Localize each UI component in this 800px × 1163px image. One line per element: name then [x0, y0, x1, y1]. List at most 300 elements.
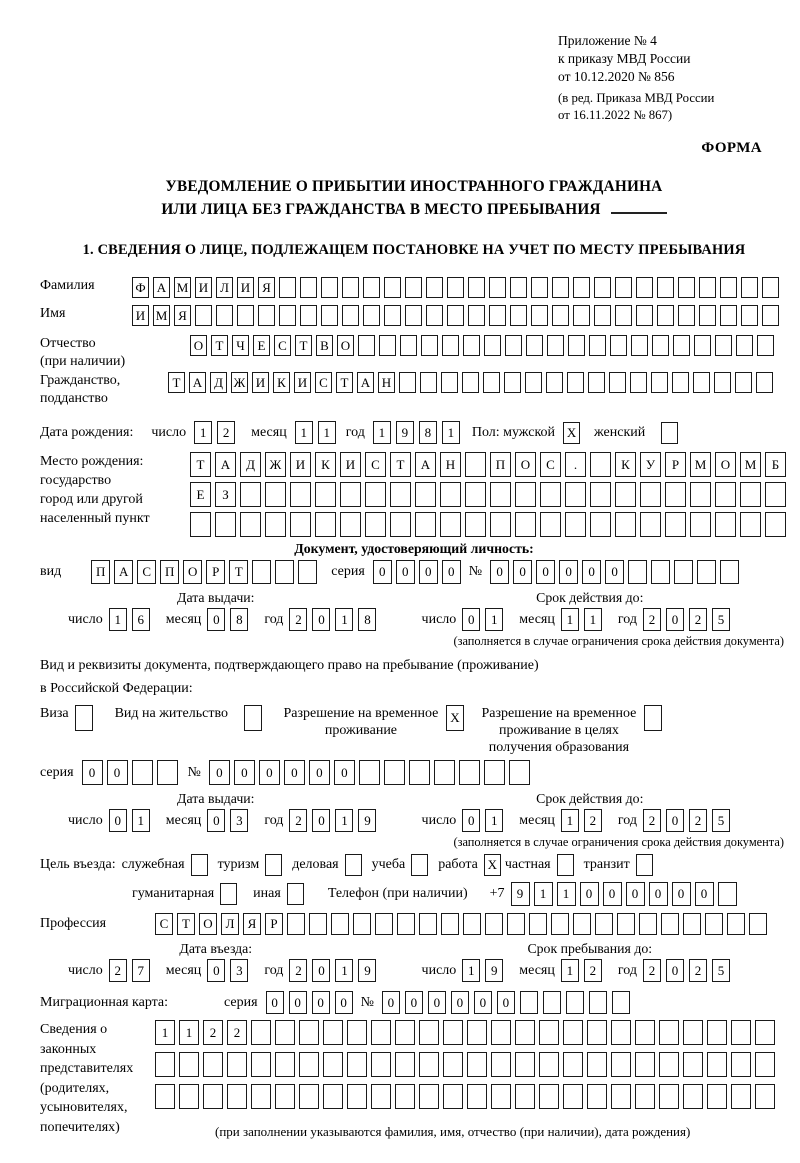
birthplace-row3-cell[interactable]: [265, 512, 286, 537]
stay-expiry-month-cell[interactable]: 1: [561, 809, 579, 832]
birthplace-row3-cell[interactable]: [440, 512, 461, 537]
purpose-ucheba-checkbox-cell[interactable]: [411, 854, 428, 876]
birthplace-row2-cell[interactable]: [490, 482, 511, 507]
representatives-row3-cell[interactable]: [755, 1084, 775, 1109]
firstname-field-cell[interactable]: [531, 305, 548, 326]
id-expiry-year-cell[interactable]: 0: [666, 608, 684, 631]
representatives-row3-cell[interactable]: [251, 1084, 271, 1109]
representatives-row2-cell[interactable]: [323, 1052, 343, 1077]
representatives-row1-cell[interactable]: [659, 1020, 679, 1045]
birthplace-row2-cell[interactable]: [565, 482, 586, 507]
birthplace-row1-cell[interactable]: С: [540, 452, 561, 477]
birthplace-row3-cell[interactable]: [590, 512, 611, 537]
representatives-row3-cell[interactable]: [275, 1084, 295, 1109]
phone-field-cell[interactable]: [718, 882, 737, 906]
birthplace-row1-cell[interactable]: [465, 452, 486, 477]
patronymic-field-cell[interactable]: [652, 335, 669, 356]
profession-field-cell[interactable]: [661, 913, 679, 935]
birthplace-row2-cell[interactable]: [465, 482, 486, 507]
birthplace-row2-cell[interactable]: [390, 482, 411, 507]
citizenship-field-cell[interactable]: Н: [378, 372, 395, 393]
id-doc-series-field-cell[interactable]: 0: [373, 560, 392, 584]
stay-issue-year-cell[interactable]: 0: [312, 809, 330, 832]
migcard-number-field-cell[interactable]: [589, 991, 607, 1014]
phone-field-cell[interactable]: 0: [695, 882, 714, 906]
profession-field-cell[interactable]: Л: [221, 913, 239, 935]
id-doc-type-field-cell[interactable]: [252, 560, 271, 584]
birthplace-row3-cell[interactable]: [715, 512, 736, 537]
stay-doc-number-field-cell[interactable]: 0: [284, 760, 305, 785]
representatives-row1-cell[interactable]: [251, 1020, 271, 1045]
representatives-row1-cell[interactable]: 2: [227, 1020, 247, 1045]
lastname-field-cell[interactable]: [531, 277, 548, 298]
lastname-field-cell[interactable]: [342, 277, 359, 298]
id-expiry-day-cell[interactable]: 1: [485, 608, 503, 631]
patronymic-field-cell[interactable]: [673, 335, 690, 356]
birthplace-row1-cell[interactable]: Р: [665, 452, 686, 477]
stay-until-month-cell[interactable]: 1: [561, 959, 579, 982]
stay-until-month-cell[interactable]: 2: [584, 959, 602, 982]
id-doc-number-field-cell[interactable]: [651, 560, 670, 584]
representatives-row2-cell[interactable]: [491, 1052, 511, 1077]
firstname-field-cell[interactable]: [447, 305, 464, 326]
entry-year-cell[interactable]: 0: [312, 959, 330, 982]
firstname-field-cell[interactable]: [426, 305, 443, 326]
patronymic-field-cell[interactable]: Е: [253, 335, 270, 356]
birthplace-row3-cell[interactable]: [465, 512, 486, 537]
id-doc-number-field-cell[interactable]: 0: [582, 560, 601, 584]
representatives-row2-cell[interactable]: [563, 1052, 583, 1077]
representatives-row1-cell[interactable]: [299, 1020, 319, 1045]
birthplace-row3-cell[interactable]: [290, 512, 311, 537]
patronymic-field-cell[interactable]: [736, 335, 753, 356]
birthplace-row2-cell[interactable]: З: [215, 482, 236, 507]
lastname-field-cell[interactable]: [384, 277, 401, 298]
profession-field-cell[interactable]: [309, 913, 327, 935]
representatives-row3-cell[interactable]: [467, 1084, 487, 1109]
patronymic-field-cell[interactable]: [694, 335, 711, 356]
lastname-field-cell[interactable]: [594, 277, 611, 298]
citizenship-field-cell[interactable]: [399, 372, 416, 393]
representatives-row1-cell[interactable]: [419, 1020, 439, 1045]
firstname-field-cell[interactable]: [384, 305, 401, 326]
birthplace-row1-cell[interactable]: А: [215, 452, 236, 477]
representatives-row1-cell[interactable]: [755, 1020, 775, 1045]
patronymic-field-cell[interactable]: [589, 335, 606, 356]
id-issue-year-cell[interactable]: 0: [312, 608, 330, 631]
birth-day-field-cell[interactable]: 2: [217, 421, 235, 444]
id-doc-type-field-cell[interactable]: П: [91, 560, 110, 584]
patronymic-field-cell[interactable]: [400, 335, 417, 356]
birthplace-row2-cell[interactable]: Е: [190, 482, 211, 507]
id-doc-series-field-cell[interactable]: 0: [419, 560, 438, 584]
lastname-field-cell[interactable]: А: [153, 277, 170, 298]
representatives-row2-cell[interactable]: [155, 1052, 175, 1077]
representatives-row3-cell[interactable]: [395, 1084, 415, 1109]
entry-year-cell[interactable]: 9: [358, 959, 376, 982]
profession-field-cell[interactable]: [375, 913, 393, 935]
lastname-field-cell[interactable]: Я: [258, 277, 275, 298]
stay-issue-month-cell[interactable]: 3: [230, 809, 248, 832]
lastname-field-cell[interactable]: [762, 277, 779, 298]
birth-year-field-cell[interactable]: 1: [373, 421, 391, 444]
patronymic-field-cell[interactable]: О: [337, 335, 354, 356]
residence-permit-checkbox-cell[interactable]: [244, 705, 262, 731]
id-doc-type-field-cell[interactable]: [275, 560, 294, 584]
id-expiry-year-cell[interactable]: 2: [643, 608, 661, 631]
representatives-row1-cell[interactable]: [395, 1020, 415, 1045]
firstname-field-cell[interactable]: Я: [174, 305, 191, 326]
firstname-field-cell[interactable]: [258, 305, 275, 326]
firstname-field-cell[interactable]: [363, 305, 380, 326]
stay-expiry-day-cell[interactable]: 0: [462, 809, 480, 832]
stay-until-year-cell[interactable]: 2: [689, 959, 707, 982]
patronymic-field-cell[interactable]: В: [316, 335, 333, 356]
stay-issue-day-cell[interactable]: 0: [109, 809, 127, 832]
representatives-row3-cell[interactable]: [179, 1084, 199, 1109]
purpose-tranzit-checkbox-cell[interactable]: [636, 854, 653, 876]
id-doc-type-field-cell[interactable]: О: [183, 560, 202, 584]
representatives-row3-cell[interactable]: [611, 1084, 631, 1109]
representatives-row3-cell[interactable]: [683, 1084, 703, 1109]
id-expiry-month-cell[interactable]: 1: [561, 608, 579, 631]
birthplace-row2-cell[interactable]: [440, 482, 461, 507]
representatives-row3-cell[interactable]: [203, 1084, 223, 1109]
profession-field-cell[interactable]: [287, 913, 305, 935]
citizenship-field-cell[interactable]: [693, 372, 710, 393]
migcard-series-field-cell[interactable]: 0: [312, 991, 330, 1014]
lastname-field-cell[interactable]: [678, 277, 695, 298]
id-doc-number-field-cell[interactable]: 0: [559, 560, 578, 584]
migcard-series-field-cell[interactable]: 0: [335, 991, 353, 1014]
citizenship-field-cell[interactable]: Т: [336, 372, 353, 393]
profession-field-cell[interactable]: С: [155, 913, 173, 935]
stay-doc-number-field-cell[interactable]: [384, 760, 405, 785]
firstname-field-cell[interactable]: [720, 305, 737, 326]
phone-field-cell[interactable]: 0: [626, 882, 645, 906]
birthplace-row3-cell[interactable]: [490, 512, 511, 537]
id-issue-month-cell[interactable]: 0: [207, 608, 225, 631]
patronymic-field-cell[interactable]: [526, 335, 543, 356]
firstname-field-cell[interactable]: [762, 305, 779, 326]
id-issue-month-cell[interactable]: 8: [230, 608, 248, 631]
stay-expiry-year-cell[interactable]: 2: [689, 809, 707, 832]
representatives-row2-cell[interactable]: [179, 1052, 199, 1077]
birthplace-row1-cell[interactable]: .: [565, 452, 586, 477]
stay-until-day-cell[interactable]: 1: [462, 959, 480, 982]
firstname-field-cell[interactable]: [405, 305, 422, 326]
profession-field-cell[interactable]: [529, 913, 547, 935]
phone-field-cell[interactable]: 1: [557, 882, 576, 906]
firstname-field-cell[interactable]: [573, 305, 590, 326]
citizenship-field-cell[interactable]: [504, 372, 521, 393]
stay-issue-year-cell[interactable]: 2: [289, 809, 307, 832]
citizenship-field-cell[interactable]: [483, 372, 500, 393]
representatives-row2-cell[interactable]: [275, 1052, 295, 1077]
patronymic-field-cell[interactable]: [421, 335, 438, 356]
patronymic-field-cell[interactable]: [715, 335, 732, 356]
representatives-row2-cell[interactable]: [587, 1052, 607, 1077]
patronymic-field-cell[interactable]: [379, 335, 396, 356]
representatives-row3-cell[interactable]: [443, 1084, 463, 1109]
representatives-row2-cell[interactable]: [635, 1052, 655, 1077]
profession-field-cell[interactable]: Т: [177, 913, 195, 935]
profession-field-cell[interactable]: [331, 913, 349, 935]
representatives-row3-cell[interactable]: [323, 1084, 343, 1109]
id-doc-type-field-cell[interactable]: П: [160, 560, 179, 584]
phone-field-cell[interactable]: 0: [603, 882, 622, 906]
firstname-field-cell[interactable]: [615, 305, 632, 326]
citizenship-field-cell[interactable]: И: [294, 372, 311, 393]
lastname-field-cell[interactable]: [447, 277, 464, 298]
birthplace-row2-cell[interactable]: [690, 482, 711, 507]
firstname-field-cell[interactable]: [342, 305, 359, 326]
patronymic-field-cell[interactable]: [547, 335, 564, 356]
id-doc-series-field-cell[interactable]: 0: [442, 560, 461, 584]
citizenship-field-cell[interactable]: Д: [210, 372, 227, 393]
firstname-field-cell[interactable]: [741, 305, 758, 326]
birthplace-row2-cell[interactable]: [640, 482, 661, 507]
firstname-field-cell[interactable]: [237, 305, 254, 326]
id-doc-number-field-cell[interactable]: 0: [536, 560, 555, 584]
representatives-row1-cell[interactable]: [443, 1020, 463, 1045]
representatives-row3-cell[interactable]: [587, 1084, 607, 1109]
lastname-field-cell[interactable]: И: [237, 277, 254, 298]
patronymic-field-cell[interactable]: Т: [295, 335, 312, 356]
representatives-row3-cell[interactable]: [491, 1084, 511, 1109]
profession-field-cell[interactable]: [595, 913, 613, 935]
birthplace-row2-cell[interactable]: [240, 482, 261, 507]
stay-doc-series-field-cell[interactable]: 0: [107, 760, 128, 785]
stay-expiry-year-cell[interactable]: 2: [643, 809, 661, 832]
id-doc-number-field-cell[interactable]: [674, 560, 693, 584]
id-expiry-year-cell[interactable]: 2: [689, 608, 707, 631]
representatives-row3-cell[interactable]: [707, 1084, 727, 1109]
id-doc-series-field-cell[interactable]: 0: [396, 560, 415, 584]
temp-residence-checkbox-cell[interactable]: X: [446, 705, 464, 731]
birthplace-row2-cell[interactable]: [765, 482, 786, 507]
citizenship-field-cell[interactable]: [756, 372, 773, 393]
firstname-field-cell[interactable]: [300, 305, 317, 326]
migcard-number-field-cell[interactable]: [520, 991, 538, 1014]
birthplace-row2-cell[interactable]: [340, 482, 361, 507]
profession-field-cell[interactable]: [463, 913, 481, 935]
birthplace-row2-cell[interactable]: [615, 482, 636, 507]
representatives-row1-cell[interactable]: [275, 1020, 295, 1045]
purpose-rabota-checkbox-cell[interactable]: X: [484, 854, 501, 876]
lastname-field-cell[interactable]: [636, 277, 653, 298]
stay-issue-day-cell[interactable]: 1: [132, 809, 150, 832]
representatives-row3-cell[interactable]: [155, 1084, 175, 1109]
stay-until-year-cell[interactable]: 2: [643, 959, 661, 982]
lastname-field-cell[interactable]: [510, 277, 527, 298]
lastname-field-cell[interactable]: [321, 277, 338, 298]
representatives-row2-cell[interactable]: [659, 1052, 679, 1077]
citizenship-field-cell[interactable]: А: [357, 372, 374, 393]
birthplace-row1-cell[interactable]: И: [340, 452, 361, 477]
birthplace-row2-cell[interactable]: [265, 482, 286, 507]
id-doc-number-field-cell[interactable]: 0: [605, 560, 624, 584]
visa-checkbox-cell[interactable]: [75, 705, 93, 731]
migcard-series-field-cell[interactable]: 0: [289, 991, 307, 1014]
birth-month-field-cell[interactable]: 1: [295, 421, 313, 444]
birthplace-row3-cell[interactable]: [765, 512, 786, 537]
birthplace-row1-cell[interactable]: О: [515, 452, 536, 477]
birthplace-row3-cell[interactable]: [615, 512, 636, 537]
profession-field-cell[interactable]: [419, 913, 437, 935]
representatives-row2-cell[interactable]: [731, 1052, 751, 1077]
stay-doc-number-field-cell[interactable]: [484, 760, 505, 785]
representatives-row1-cell[interactable]: [539, 1020, 559, 1045]
birthplace-row3-cell[interactable]: [340, 512, 361, 537]
citizenship-field-cell[interactable]: [546, 372, 563, 393]
representatives-row1-cell[interactable]: 1: [179, 1020, 199, 1045]
migcard-number-field-cell[interactable]: [543, 991, 561, 1014]
id-expiry-month-cell[interactable]: 1: [584, 608, 602, 631]
lastname-field-cell[interactable]: Л: [216, 277, 233, 298]
firstname-field-cell[interactable]: [195, 305, 212, 326]
phone-field-cell[interactable]: 0: [649, 882, 668, 906]
stay-doc-number-field-cell[interactable]: [509, 760, 530, 785]
representatives-row1-cell[interactable]: [563, 1020, 583, 1045]
representatives-row3-cell[interactable]: [371, 1084, 391, 1109]
firstname-field-cell[interactable]: [510, 305, 527, 326]
birthplace-row3-cell[interactable]: [640, 512, 661, 537]
representatives-row1-cell[interactable]: [347, 1020, 367, 1045]
representatives-row2-cell[interactable]: [227, 1052, 247, 1077]
citizenship-field-cell[interactable]: [672, 372, 689, 393]
representatives-row1-cell[interactable]: [371, 1020, 391, 1045]
firstname-field-cell[interactable]: [552, 305, 569, 326]
representatives-row1-cell[interactable]: [515, 1020, 535, 1045]
birth-year-field-cell[interactable]: 1: [442, 421, 460, 444]
profession-field-cell[interactable]: О: [199, 913, 217, 935]
profession-field-cell[interactable]: [639, 913, 657, 935]
citizenship-field-cell[interactable]: И: [252, 372, 269, 393]
migcard-number-field-cell[interactable]: 0: [451, 991, 469, 1014]
patronymic-field-cell[interactable]: [631, 335, 648, 356]
representatives-row2-cell[interactable]: [443, 1052, 463, 1077]
birthplace-row1-cell[interactable]: И: [290, 452, 311, 477]
citizenship-field-cell[interactable]: Ж: [231, 372, 248, 393]
patronymic-field-cell[interactable]: О: [190, 335, 207, 356]
stay-doc-number-field-cell[interactable]: 0: [334, 760, 355, 785]
profession-field-cell[interactable]: [617, 913, 635, 935]
representatives-row1-cell[interactable]: 2: [203, 1020, 223, 1045]
birthplace-row1-cell[interactable]: Т: [390, 452, 411, 477]
representatives-row3-cell[interactable]: [347, 1084, 367, 1109]
birthplace-row1-cell[interactable]: М: [690, 452, 711, 477]
representatives-row3-cell[interactable]: [515, 1084, 535, 1109]
representatives-row3-cell[interactable]: [299, 1084, 319, 1109]
citizenship-field-cell[interactable]: К: [273, 372, 290, 393]
patronymic-field-cell[interactable]: [757, 335, 774, 356]
birthplace-row2-cell[interactable]: [590, 482, 611, 507]
firstname-field-cell[interactable]: И: [132, 305, 149, 326]
lastname-field-cell[interactable]: И: [195, 277, 212, 298]
representatives-row3-cell[interactable]: [539, 1084, 559, 1109]
representatives-row1-cell[interactable]: 1: [155, 1020, 175, 1045]
stay-until-year-cell[interactable]: 0: [666, 959, 684, 982]
entry-day-cell[interactable]: 7: [132, 959, 150, 982]
lastname-field-cell[interactable]: [699, 277, 716, 298]
birthplace-row3-cell[interactable]: [565, 512, 586, 537]
birthplace-row3-cell[interactable]: [665, 512, 686, 537]
firstname-field-cell[interactable]: [594, 305, 611, 326]
citizenship-field-cell[interactable]: [462, 372, 479, 393]
patronymic-field-cell[interactable]: [505, 335, 522, 356]
firstname-field-cell[interactable]: [321, 305, 338, 326]
stay-doc-number-field-cell[interactable]: 0: [259, 760, 280, 785]
birthplace-row1-cell[interactable]: М: [740, 452, 761, 477]
birthplace-row2-cell[interactable]: [715, 482, 736, 507]
citizenship-field-cell[interactable]: Т: [168, 372, 185, 393]
purpose-chastnaya-checkbox-cell[interactable]: [557, 854, 574, 876]
id-issue-year-cell[interactable]: 1: [335, 608, 353, 631]
phone-field-cell[interactable]: 0: [672, 882, 691, 906]
birthplace-row3-cell[interactable]: [415, 512, 436, 537]
birthplace-row2-cell[interactable]: [290, 482, 311, 507]
lastname-field-cell[interactable]: [657, 277, 674, 298]
profession-field-cell[interactable]: Я: [243, 913, 261, 935]
stay-doc-series-field-cell[interactable]: [132, 760, 153, 785]
birthplace-row3-cell[interactable]: [240, 512, 261, 537]
lastname-field-cell[interactable]: [468, 277, 485, 298]
representatives-row1-cell[interactable]: [323, 1020, 343, 1045]
profession-field-cell[interactable]: [441, 913, 459, 935]
representatives-row2-cell[interactable]: [467, 1052, 487, 1077]
lastname-field-cell[interactable]: [720, 277, 737, 298]
id-expiry-year-cell[interactable]: 5: [712, 608, 730, 631]
profession-field-cell[interactable]: [573, 913, 591, 935]
migcard-number-field-cell[interactable]: 0: [382, 991, 400, 1014]
birthplace-row1-cell[interactable]: К: [615, 452, 636, 477]
stay-issue-month-cell[interactable]: 0: [207, 809, 225, 832]
id-doc-type-field-cell[interactable]: Т: [229, 560, 248, 584]
profession-field-cell[interactable]: [507, 913, 525, 935]
birthplace-row2-cell[interactable]: [540, 482, 561, 507]
profession-field-cell[interactable]: [397, 913, 415, 935]
citizenship-field-cell[interactable]: [441, 372, 458, 393]
lastname-field-cell[interactable]: [741, 277, 758, 298]
firstname-field-cell[interactable]: [636, 305, 653, 326]
stay-expiry-day-cell[interactable]: 1: [485, 809, 503, 832]
firstname-field-cell[interactable]: [489, 305, 506, 326]
firstname-field-cell[interactable]: М: [153, 305, 170, 326]
entry-year-cell[interactable]: 2: [289, 959, 307, 982]
lastname-field-cell[interactable]: [363, 277, 380, 298]
birthplace-row2-cell[interactable]: [415, 482, 436, 507]
representatives-row2-cell[interactable]: [419, 1052, 439, 1077]
migcard-number-field-cell[interactable]: [612, 991, 630, 1014]
patronymic-field-cell[interactable]: [358, 335, 375, 356]
birthplace-row3-cell[interactable]: [390, 512, 411, 537]
birthplace-row1-cell[interactable]: У: [640, 452, 661, 477]
birthplace-row1-cell[interactable]: П: [490, 452, 511, 477]
representatives-row2-cell[interactable]: [611, 1052, 631, 1077]
representatives-row3-cell[interactable]: [635, 1084, 655, 1109]
profession-field-cell[interactable]: [749, 913, 767, 935]
lastname-field-cell[interactable]: [300, 277, 317, 298]
lastname-field-cell[interactable]: [405, 277, 422, 298]
profession-field-cell[interactable]: [683, 913, 701, 935]
firstname-field-cell[interactable]: [699, 305, 716, 326]
representatives-row2-cell[interactable]: [395, 1052, 415, 1077]
representatives-row1-cell[interactable]: [587, 1020, 607, 1045]
stay-until-day-cell[interactable]: 9: [485, 959, 503, 982]
stay-doc-number-field-cell[interactable]: 0: [309, 760, 330, 785]
sex-female-checkbox-cell[interactable]: [661, 422, 678, 444]
